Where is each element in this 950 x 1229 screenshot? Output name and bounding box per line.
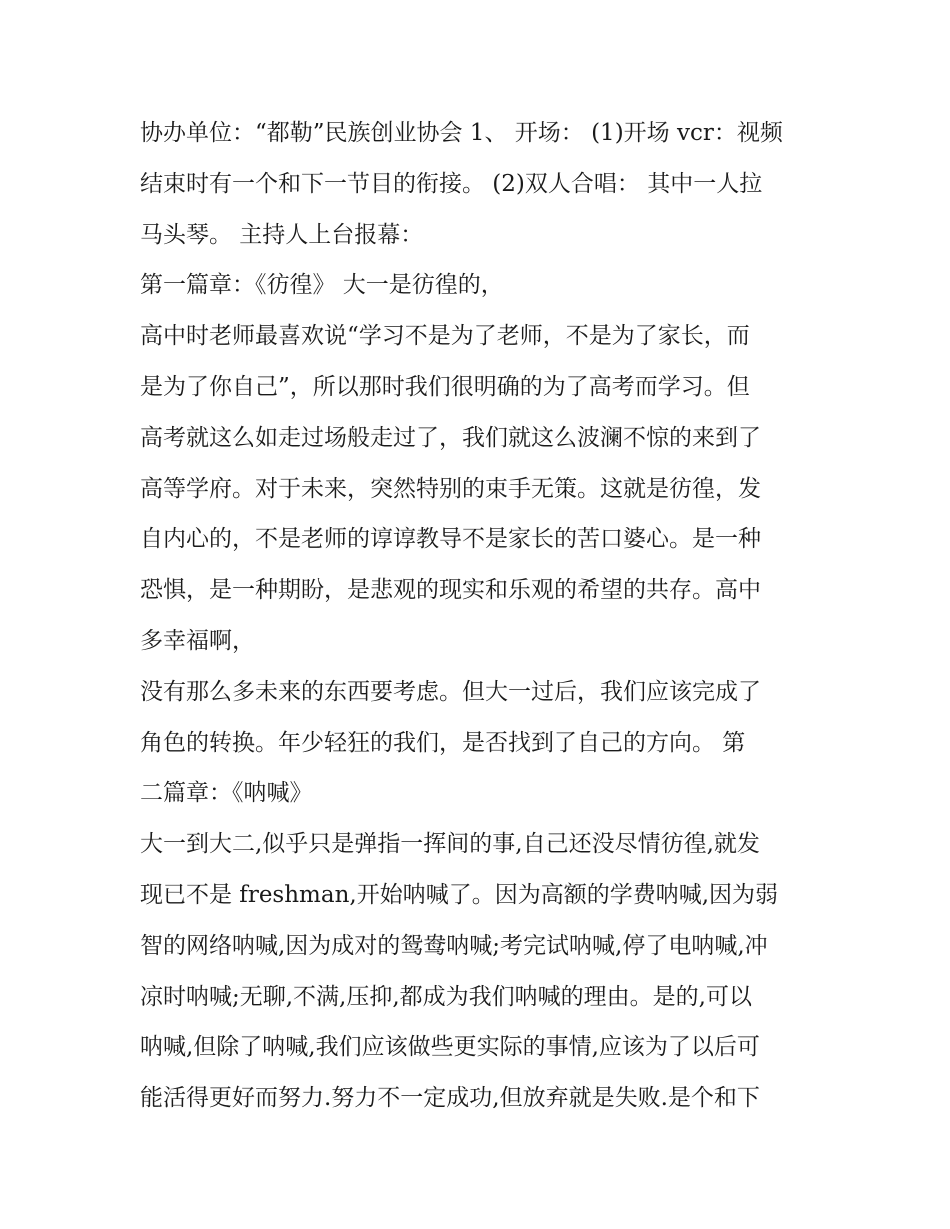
text-line: 高等学府。对于未来，突然特别的束手无策。这就是彷徨，发 (140, 475, 761, 502)
text-line: 恐惧，是一种期盼，是悲观的现实和乐观的希望的共存。高中 (140, 577, 761, 604)
text-line: 二篇章：《呐喊》 (140, 780, 313, 807)
text-line: 能活得更好而努力.努力不一定成功,但放弃就是失败.是个和下 (140, 1085, 760, 1112)
text-line: 角色的转换。年少轻狂的我们，是否找到了自己的方向。 第 (140, 729, 746, 756)
text-line: 智的网络呐喊,因为成对的鸳鸯呐喊;考完试呐喊,停了电呐喊,冲 (140, 932, 768, 959)
text-line: 马头琴。 主持人上台报幕： (140, 221, 424, 248)
text-line: 是为了你自己”，所以那时我们很明确的为了高考而学习。但 (140, 373, 750, 400)
text-line: 多幸福啊， (140, 627, 255, 654)
text-line: 呐喊,但除了呐喊,我们应该做些更实际的事情,应该为了以后可 (140, 1034, 760, 1061)
text-line: 协办单位：“都勒”民族创业协会 1、 开场： (1)开场 vcr：视频 (140, 120, 783, 146)
text-line: 没有那么多未来的东西要考虑。但大一过后，我们应该完成了 (140, 678, 761, 705)
text-line: 凉时呐喊;无聊,不满,压抑,都成为我们呐喊的理由。是的,可以 (140, 983, 752, 1010)
text-line: 现已不是 freshman,开始呐喊了。因为高额的学费呐喊,因为弱 (140, 881, 779, 908)
text-line: 高中时老师最喜欢说“学习不是为了老师，不是为了家长，而 (140, 323, 750, 350)
text-line: 自内心的，不是老师的谆谆教导不是家长的苦口婆心。是一种 (140, 526, 761, 553)
text-line: 第一篇章：《彷徨》 大一是彷徨的， (140, 272, 504, 299)
text-line: 大一到大二,似乎只是弹指一挥间的事,自己还没尽情彷徨,就发 (140, 831, 760, 858)
body-text (140, 108, 820, 1124)
text-line: 结束时有一个和下一节目的衔接。 (2)双人合唱： 其中一人拉 (140, 170, 763, 197)
text-line: 高考就这么如走过场般走过了，我们就这么波澜不惊的来到了 (140, 424, 761, 451)
